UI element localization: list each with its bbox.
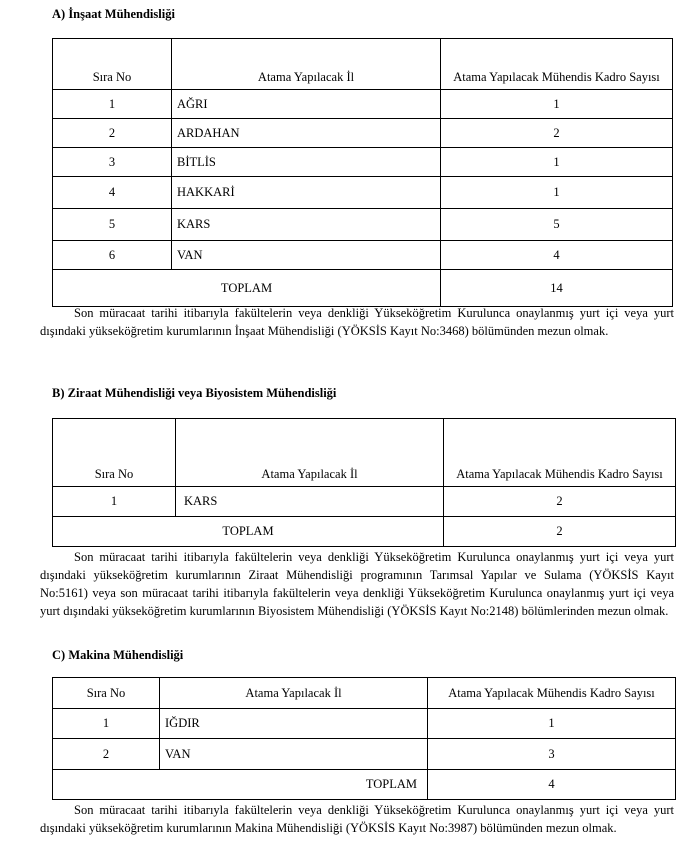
- total-label: TOPLAM: [53, 770, 428, 800]
- section-c-table: [52, 677, 676, 800]
- section-b-heading: B) Ziraat Mühendisliği veya Biyosistem Mühendisliği: [52, 386, 337, 400]
- row-count: 2: [444, 487, 676, 517]
- total-value: 4: [428, 770, 676, 800]
- column-header-kadro-sayisi: Atama Yapılacak Mühendis Kadro Sayısı: [444, 419, 676, 487]
- row-count: 3: [428, 739, 676, 770]
- column-header-il: Atama Yapılacak İl: [172, 39, 441, 90]
- row-number: 1: [53, 487, 176, 517]
- table-row: [53, 90, 673, 119]
- row-count: 5: [441, 209, 673, 241]
- table-header-row: [53, 419, 676, 487]
- row-city: KARS: [172, 209, 441, 241]
- row-number: 2: [53, 119, 172, 148]
- total-label: TOPLAM: [53, 517, 444, 547]
- row-count: 1: [441, 177, 673, 209]
- table-row: [53, 241, 673, 270]
- row-city: ARDAHAN: [172, 119, 441, 148]
- total-label: TOPLAM: [53, 270, 441, 307]
- section-b-note: [40, 548, 674, 620]
- total-value: 14: [441, 270, 673, 307]
- column-header-sira-no: Sıra No: [53, 39, 172, 90]
- row-city: VAN: [160, 739, 428, 770]
- row-number: 1: [53, 709, 160, 739]
- table-row: [53, 119, 673, 148]
- column-header-sira-no: Sıra No: [53, 678, 160, 709]
- section-b-table: [52, 418, 676, 547]
- row-number: 1: [53, 90, 172, 119]
- table-row: [53, 709, 676, 739]
- column-header-sira-no: Sıra No: [53, 419, 176, 487]
- row-city: AĞRI: [172, 90, 441, 119]
- row-number: 3: [53, 148, 172, 177]
- section-c-note-text: Son müracaat tarihi itibarıyla fakültelerin veya denkliği Yükseköğretim Kurulunca onaylanmış yurt içi veya yurt dışındaki yükseköğretim kurumlarının Makina Mühendisliği (YÖKSİS Kayıt No:3987) bölümünden mezun olmak.: [40, 803, 674, 835]
- row-number: 2: [53, 739, 160, 770]
- table-row: [53, 209, 673, 241]
- row-city: IĞDIR: [160, 709, 428, 739]
- row-city: VAN: [172, 241, 441, 270]
- table-total-row: [53, 270, 673, 307]
- row-number: 5: [53, 209, 172, 241]
- row-city: KARS: [176, 487, 444, 517]
- row-city: HAKKARİ: [172, 177, 441, 209]
- row-count: 1: [441, 148, 673, 177]
- table-total-row: [53, 770, 676, 800]
- table-row: [53, 739, 676, 770]
- column-header-il: Atama Yapılacak İl: [176, 419, 444, 487]
- section-a-note-text: Son müracaat tarihi itibarıyla fakültelerin veya denkliği Yükseköğretim Kurulunca onaylanmış yurt içi veya yurt dışındaki yükseköğretim kurumlarının İnşaat Mühendisliği (YÖKSİS Kayıt No:3468) bölümünden mezun olmak.: [40, 306, 674, 338]
- row-city: BİTLİS: [172, 148, 441, 177]
- row-count: 1: [441, 90, 673, 119]
- table-row: [53, 148, 673, 177]
- row-number: 6: [53, 241, 172, 270]
- section-a-table: [52, 38, 673, 307]
- section-b-note-text: Son müracaat tarihi itibarıyla fakültelerin veya denkliği Yükseköğretim Kurulunca onaylanmış yurt içi veya yurt dışındaki yükseköğretim kurumlarının Ziraat Mühendisliği programının Tarımsal Yapılar ve Sulama (YÖKSİS Kayıt No:5161) veya son müracaat tarihi itibarıyla fakültelerin veya denkliği Yükseköğretim Kurulunca onaylanmış yurt içi veya yurt dışındaki yükseköğretim kurumlarının Biyosistem Mühendisliği (YÖKSİS Kayıt No:2148) bölümlerinden mezun olmak.: [40, 550, 674, 618]
- row-number: 4: [53, 177, 172, 209]
- column-header-kadro-sayisi: Atama Yapılacak Mühendis Kadro Sayısı: [441, 39, 673, 90]
- section-a-note: [40, 304, 674, 340]
- section-a-heading: A) İnşaat Mühendisliği: [52, 7, 175, 21]
- row-count: 4: [441, 241, 673, 270]
- section-c-heading: C) Makina Mühendisliği: [52, 648, 184, 662]
- table-row: [53, 487, 676, 517]
- row-count: 2: [441, 119, 673, 148]
- table-total-row: [53, 517, 676, 547]
- row-count: 1: [428, 709, 676, 739]
- total-value: 2: [444, 517, 676, 547]
- column-header-il: Atama Yapılacak İl: [160, 678, 428, 709]
- table-header-row: [53, 39, 673, 90]
- column-header-kadro-sayisi: Atama Yapılacak Mühendis Kadro Sayısı: [428, 678, 676, 709]
- table-row: [53, 177, 673, 209]
- table-header-row: [53, 678, 676, 709]
- section-c-note: [40, 801, 674, 837]
